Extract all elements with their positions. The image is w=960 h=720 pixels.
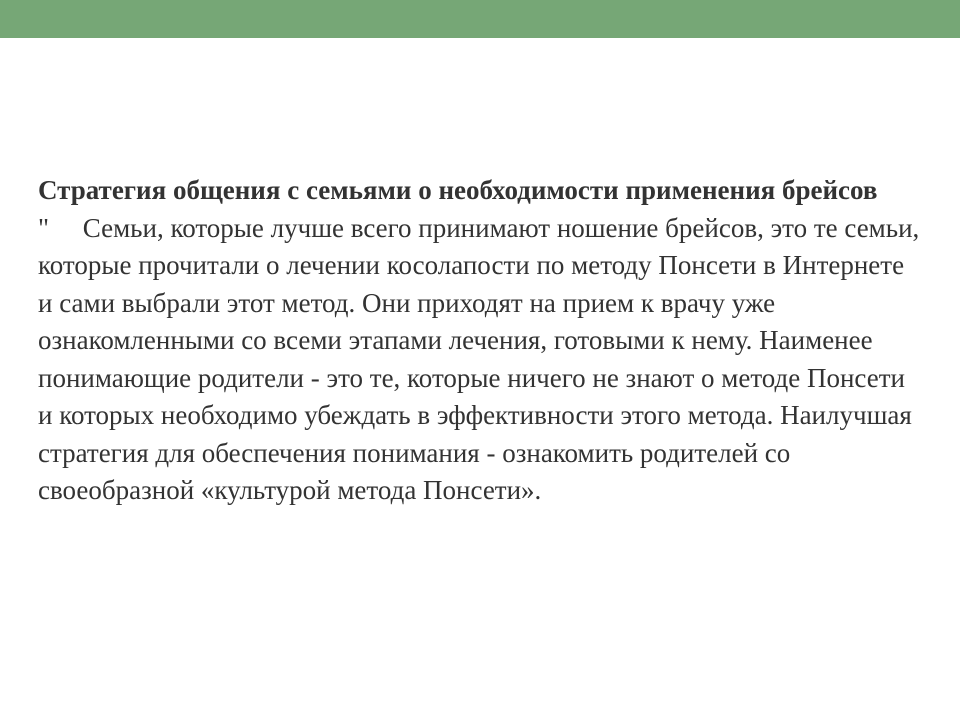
slide-body-text: " Семьи, которые лучше всего принимают ношение брейсов, это те семьи, которые прочитали о лечении косолапости по методу Понсети в Интернете и сами выбрали этот метод. Они приходят на прием к врачу уже ознакомленными со всеми этапами лечения, готовыми к нему. Наименее понимающие родители - это те, которые ничего не знают о методе Понсети и которых необходимо убеждать в эффективности этого метода. Наилучшая стратегия для обеспечения понимания - ознакомить родителей со своеобразной «культурой метода Понсети».	[38, 212, 927, 505]
slide-title: Стратегия общения с семьями о необходимости применения брейсов	[38, 175, 878, 205]
slide-content	[38, 172, 927, 510]
top-accent-bar	[0, 0, 960, 38]
